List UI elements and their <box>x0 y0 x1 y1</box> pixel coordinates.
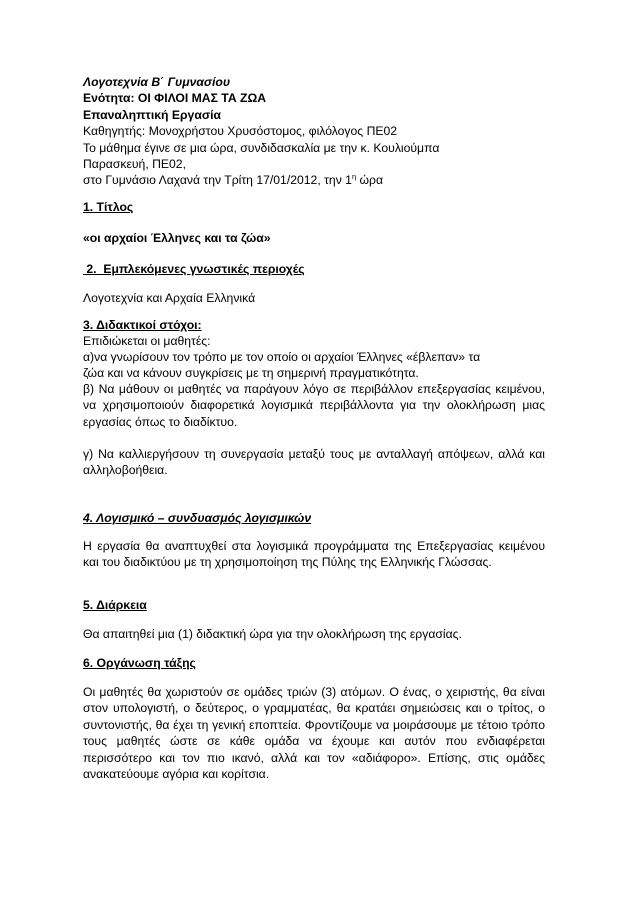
goal-b: β) Να μάθουν οι μαθητές να παράγουν λόγο σε περιβάλλον επεξεργασίας κειμένου, να χρησιμοποιούν διαφορετικά λογισμικά περιβάλλοντα για την ολοκλήρωση μιας εργασίας όπως το διαδίκτυο. <box>83 382 545 429</box>
section-fields-heading: 2. Εμπλεκόμενες γνωστικές περιοχές <box>83 262 305 276</box>
goal-a <box>83 349 545 382</box>
goal-c: γ) Να καλλιεργήσουν τη συνεργασία μεταξύ τους με ανταλλαγή απόψεων, αλλά και αλληλοβοήθεια. <box>83 447 545 478</box>
section-title-text: «οι αρχαίοι Έλληνες και τα ζώα» <box>83 231 271 245</box>
ordinal-superscript: η <box>351 172 357 182</box>
section-organization-text: Οι μαθητές θα χωριστούν σε ομάδες τριών (3) ατόμων. Ο ένας, ο χειριστής, θα είναι στον υπολογιστή, ο δεύτερος, ο γραμματέας, θα κρατάει σημειώσεις και ο τρίτος, ο συντονιστής, θα έχει τη γενική εποπτεία. Φροντίζουμε να μοιράσουμε με τέτοιο τρόπο τους μαθητές ώστε σε κάθε ομάδα να έχουμε και αυτόν που ενδιαφέρεται περισσότερο και τον πιο ικανό, αλλά και τον «αδιάφορο». Επίσης, στις ομάδες ανακατεύουμε αγόρια και κορίτσια. <box>83 685 545 782</box>
document-header <box>83 74 545 189</box>
location-line <box>83 172 545 188</box>
goals-intro: Επιδιώκεται οι μαθητές: <box>83 334 211 348</box>
goal-a-line-1: α)να γνωρίσουν τον τρόπο με τον οποίο οι αρχαίοι Έλληνες «έβλεπαν» τα <box>83 350 481 364</box>
section-fields-text: Λογοτεχνία και Αρχαία Ελληνικά <box>83 291 256 305</box>
location-hour: ώρα <box>356 173 384 188</box>
teacher-line: Καθηγητής: Μονοχρήστου Χρυσόστομος, φιλόλογος ΠΕ02 <box>83 124 398 139</box>
section-organization-heading: 6. Οργάνωση τάξης <box>83 656 196 670</box>
goal-a-line-2: ζώα και να κάνουν συγκρίσεις με τη σημερινή πραγματικότητα. <box>83 366 419 381</box>
section-software-text: Η εργασία θα αναπτυχθεί στα λογισμικά προγράμματα της Επεξεργασίας κειμένου και του διαδικτύου με τη χρησιμοποίηση της Πύλης της Ελληνικής Γλώσσας. <box>83 539 545 570</box>
co-teaching-line-1: Το μάθημα έγινε σε μια ώρα, συνδιδασκαλία με την κ. Κουλιούμπα <box>83 140 440 155</box>
unit-line: Ενότητα: ΟΙ ΦΙΛΟΙ ΜΑΣ ΤΑ ΖΩΑ <box>83 91 267 106</box>
section-software-heading: 4. Λογισμικό – συνδυασμός λογισμικών <box>83 511 312 525</box>
section-title-heading: 1. Τίτλος <box>83 200 134 214</box>
assignment-type-line: Επαναληπτική Εργασία <box>83 107 222 122</box>
section-duration-text: Θα απαιτηθεί μια (1) διδακτική ώρα για την ολοκλήρωση της εργασίας. <box>83 627 462 641</box>
location-text: στο Γυμνάσιο Λαχανά την Τρίτη 17/01/2012, την 1 <box>83 173 352 188</box>
section-duration-heading: 5. Διάρκεια <box>83 598 147 612</box>
co-teaching-line-2: Παρασκευή, ΠΕ02, <box>83 157 186 172</box>
section-goals-heading: 3. Διδακτικοί στόχοι: <box>83 318 202 332</box>
subject-line: Λογοτεχνία Β΄ Γυμνασίου <box>83 75 231 89</box>
